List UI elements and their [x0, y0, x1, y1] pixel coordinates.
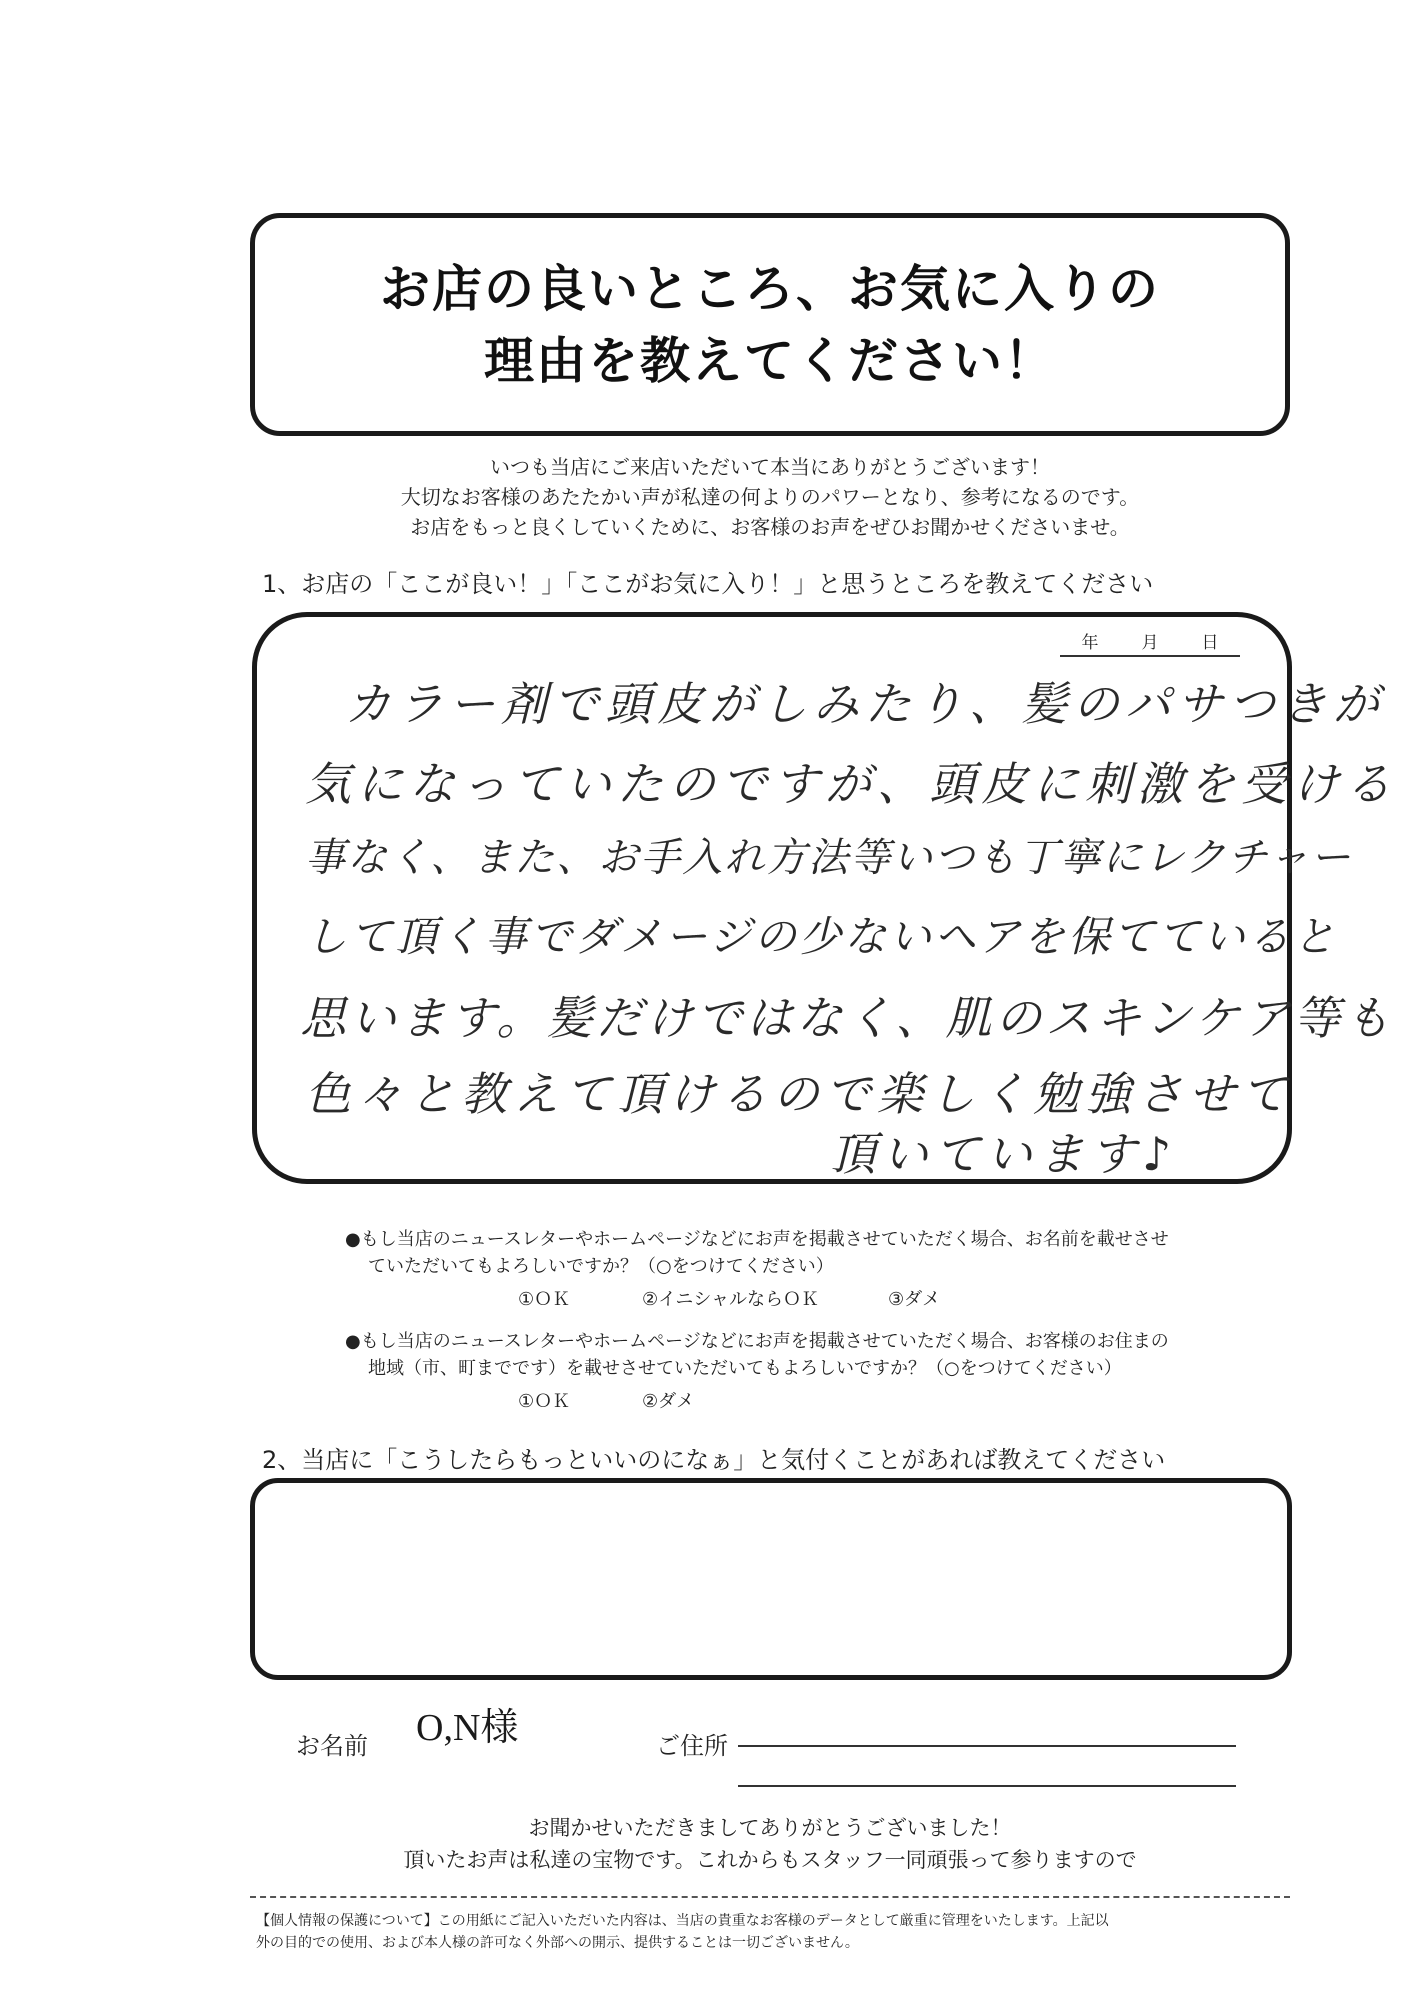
name-label: お名前 — [296, 1732, 368, 1760]
date-field[interactable] — [1060, 628, 1240, 657]
consent-2-text-line-1: ●もし当店のニュースレターやホームページなどにお声を掲載させていただく場合、お客様のお住まの — [345, 1331, 1169, 1352]
title-line-2: 理由を教えてください！ — [484, 331, 1056, 390]
privacy-note — [256, 1910, 1296, 1954]
consent-1-option-initials[interactable]: ②イニシャルならＯＫ — [642, 1289, 820, 1310]
date-day-label: 日 — [1201, 633, 1219, 653]
consent-2-option-no[interactable]: ②ダメ — [642, 1391, 695, 1412]
answer-1-line-2: 気になっていたのですが、頭皮に刺激を受ける — [305, 757, 1397, 811]
consent-2-option-ok[interactable]: ①ＯＫ — [518, 1391, 571, 1412]
intro-line-3: お店をもっと良くしていくために、お客様のお声をぜひお聞かせくださいませ。 — [410, 515, 1130, 539]
answer-1-line-6: 色々と教えて頂けるので楽しく勉強させて — [305, 1067, 1293, 1121]
intro-line-1: いつも当店にご来店いただいて本当にありがとうございます！ — [490, 455, 1050, 479]
title-line-1: お店の良いところ、お気に入りの — [380, 259, 1160, 318]
question-1-label: 1、お店の「ここが良い！」「ここがお気に入り！」と思うところを教えてください — [262, 570, 1154, 598]
intro-line-2: 大切なお客様のあたたかい声が私達の何よりのパワーとなり、参考になるのです。 — [400, 485, 1140, 509]
intro-text — [250, 452, 1290, 542]
thanks-text — [250, 1812, 1290, 1876]
date-month-label: 月 — [1141, 633, 1159, 653]
answer-1-line-7: 頂いています♪ — [830, 1127, 1178, 1181]
thanks-line-1: お聞かせいただきましてありがとうございました！ — [528, 1816, 1012, 1840]
address-label: ご住所 — [656, 1732, 728, 1760]
date-year-label: 年 — [1081, 633, 1099, 653]
consent-2-text-line-2: 地域（市、町までです）を載せさせていただいてもよろしいですか？（○をつけてください） — [368, 1358, 1122, 1379]
answer-2-box[interactable] — [250, 1478, 1292, 1680]
title-box — [250, 213, 1290, 436]
privacy-note-line-2: 外の目的での使用、および本人様の許可なく外部への開示、提供することは一切ございません。 — [256, 1935, 859, 1951]
question-2-label: 2、当店に「こうしたらもっといいのになぁ」と気付くことがあれば教えてください — [262, 1446, 1166, 1474]
address-line-1[interactable] — [738, 1745, 1236, 1747]
consent-1-text-line-2: ていただいてもよろしいですか？（○をつけてください） — [368, 1256, 834, 1277]
answer-1-line-3: 事なく、また、お手入れ方法等いつも丁寧にレクチャー — [305, 835, 1353, 881]
consent-1-text-line-1: ●もし当店のニュースレターやホームページなどにお声を掲載させていただく場合、お名前を載せさせ — [345, 1229, 1169, 1250]
privacy-note-line-1: 【個人情報の保護について】この用紙にご記入いただいた内容は、当店の貴重なお客様のデータとして厳重に管理をいたします。上記以 — [256, 1913, 1109, 1929]
answer-1-line-5: 思います。髪だけではなく、肌のスキンケア等も — [300, 991, 1395, 1045]
divider — [250, 1896, 1290, 1898]
answer-1-line-4: して頂く事でダメージの少ないヘアを保てていると — [305, 912, 1338, 961]
name-value[interactable]: O,N様 — [416, 1707, 519, 1749]
address-line-2[interactable] — [738, 1785, 1236, 1787]
answer-1-line-1: カラー剤で頭皮がしみたり、髪のパサつきが — [345, 677, 1385, 731]
thanks-line-2: 頂いたお声は私達の宝物です。これからもスタッフ一同頑張って参りますので — [403, 1848, 1137, 1872]
consent-1-option-ok[interactable]: ①ＯＫ — [518, 1289, 571, 1310]
consent-1-option-no[interactable]: ③ダメ — [888, 1289, 941, 1310]
